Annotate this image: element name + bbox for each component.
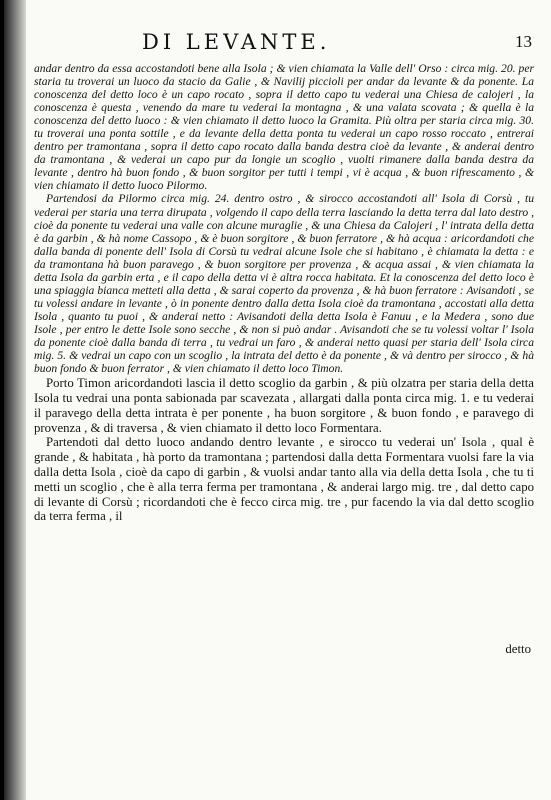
roman-paragraph-2: Partendoti dal detto luoco andando dentro levante , e sirocco tu vederai un' Isola , qual è grande , & habitata , hà porto da tramontana ; partendosi dalla detta Formentara vuolsi fare la via dalla detta Isola , cioè da capo di garbin , & vuolsi andar tanto alla via della detta Isola , che tu ti metti un scoglio , che è alla terra ferma per tramontana , & anderai largo mig. tre , dal detto capo di levante di Corsù ; ricordandoti che è fecco circa mig. tre , pur facendo la via dal detto scoglio da terra ferma , il xyxy=(34,435,534,524)
italic-paragraph-1: andar dentro da essa accostandoti bene alla Isola ; & vien chiamata la Valle dell' Orso : circa mig. 20. per staria tu troverai un luoco da stacio da Galie , & Navilij piccioli per andar da levante & da ponente. La conoscenza del detto loco è un capo rocato , sopra il detto capo tu vederai una Chiesa de calojeri , la conoscenza è questa , venendo da mare tu vederai la montagna , & una valata scovata ; & quella è la conoscenza del detto luoco : & vien chiamato il detto luoco la Gramita. Più oltra per staria circa mig. 30. tu troverai una ponta sottile , e da levante della detta ponta tu vederai un capo rosso roccato , entrerai dentro per tramontana , sopra il detto capo rocato dalla banda destra cioè da levante , & anderai dentro da tramontana , & vederai un capo pur da longie un scoglio , vuolti rimanere dalla banda destra da levante , dentro hà buon fondo , & buon sorgitor per tutti i tempi , vi è acqua , & buon rifrescamento , & vien chiamato il detto luoco Pilormo. xyxy=(34,62,534,193)
italic-section xyxy=(34,62,534,375)
page-gutter-shadow xyxy=(4,0,26,800)
italic-paragraph-2: Partendosi da Pilormo circa mig. 24. dentro ostro , & sirocco accostandoti all' Isola di Corsù , tu vederai per staria una terra dirupata , volgendo il capo della terra lasciando la detta terra dal lato destro , cioè da ponente tu vederai una valle con alcune muraglie , & una Chiesa da Calojeri , l' intrata della detta è da garbin , & hà nome Cassopo , & è buon sorgitore , & buon ferratore , & hà acqua : aricordandoti che dalla banda di ponente dell' Isola di Corsù tu vedrai alcune Isole che si habitano , è chiamata la detta : e da tramontana hà buon paravego , & buon sorgitore per provenza , & acqua assai , & vien chiamata la detta Isola da garbin erta , e il capo della detta vi è altra rocca habitata. Et la conoscenza del detto loco è una spiaggia bianca metteti alla detta , & sarai coperto da provenza , & hà buon ferratore : Avisandoti , se tu volessi andare in levante , ò in ponente dentro dalla detta Isola cioè da tramontana , accostati alla detta Isola , quanto tu puoi , & anderai netto : Avisandoti della detta Isola è Fanuu , e la Medera , sono due Isole , per entro le dette Isole sono secche , & non si può andar . Avisandoti che se tu volessi voltar l' Isola da ponente cioè dalla banda di terra , tu vedrai un faro , & anderai netto quasi per staria dell' Isola circa mig. 5. & vedrai un capo con un scoglio , la intrata del detto è da ponente , & và dentro per sirocco , & hà buon fondo & buon ferrator , & vien chiamato il detto loco Timon. xyxy=(34,192,534,376)
running-head: DI LEVANTE. xyxy=(142,30,331,54)
roman-paragraph-1: Porto Timon aricordandoti lascia il detto scoglio da garbin , & più olzatra per staria della detta Isola tu vedrai una ponta sabionada par scavezata , allargati dalla ponta circa mig. 1. e tu vederai il paravego della detta intrata è per ponente , ha buon sorgitore , & buon fondo , e paravego di provenza , & di traversa , & vien chiamato il detto loco Formentara. xyxy=(34,376,534,435)
page-header xyxy=(32,30,532,60)
page-number: 13 xyxy=(515,32,532,51)
roman-section xyxy=(34,376,534,524)
book-page xyxy=(4,0,551,800)
body-text xyxy=(34,62,534,524)
catchword: detto xyxy=(505,642,531,656)
